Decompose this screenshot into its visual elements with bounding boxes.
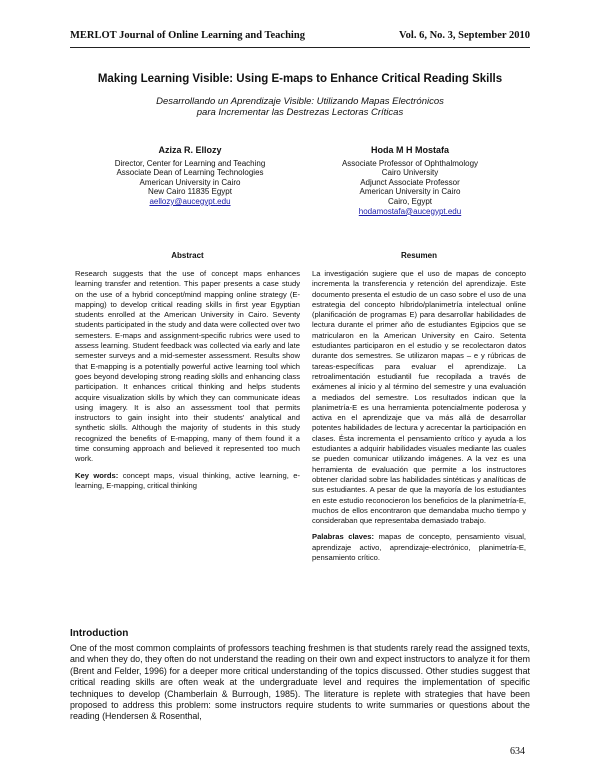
author-affiliation-line: Associate Dean of Learning Technologies xyxy=(116,168,264,178)
author-affiliation-line: Cairo, Egypt xyxy=(387,196,433,206)
author-affiliation-line: Director, Center for Learning and Teaching xyxy=(114,158,266,168)
keywords-label: Key words: xyxy=(75,470,119,480)
keywords-label: Palabras claves: xyxy=(312,532,374,542)
resumen-heading: Resumen xyxy=(400,251,437,260)
abstract-heading: Abstract xyxy=(171,251,204,260)
resumen-keywords xyxy=(312,532,526,563)
subtitle-line-1: Desarrollando un Aprendizaje Visible: Utilizando Mapas Electrónicos xyxy=(156,96,444,107)
author-email-link[interactable]: hodamostafa@aucegypt.edu xyxy=(358,206,462,216)
author-1 xyxy=(75,146,305,207)
author-name: Aziza R. Ellozy xyxy=(158,145,222,155)
author-affiliation-line: Cairo University xyxy=(381,168,439,178)
abstract-text: Research suggests that the use of concept maps enhances learning transfer and retention. This paper presents a case study on the use of a hybrid concept/mind mapping online strategy (E-mapping) to develop critical reading skills in first year Egyptian students enrolled at the American University in Cairo. Seventy students participated in the study and data were collected over two semesters. E-maps and assignment-specific rubrics were used to assess learning. Student feedback was collected via early and late semester surveys and a mid-semester assessment. Results show that E-mapping is a potentially powerful active learning tool which goes beyond developing strong reading skills and enhancing class participation. It enhances critical thinking and helps students acquire visualization skills by which they can communicate ideas using imagery. It is also an assessment tool that permits instructors to gain insight into their students' analytical and synthetic skills. Although the majority of students in this study recognized the benefits of E-mapping, many of them found it a time consuming approach and believed it represented too much work. xyxy=(75,269,300,464)
introduction-text: One of the most common complaints of professors teaching freshmen is that students rarely read the assigned texts, and when they do, they often do not understand the reading on their own and expect instructors to analyze it for them (Brent and Felder, 1996) for a deeper more critical understanding of the topics discussed. Other studies suggest that critical reading skills are often weak at the undergraduate level and requires the implementation of specific techniques to develop (Chamberlain & Burrough, 1985). The literature is replete with strategies that have been proposed to address this problem: some instructors require students to write summaries or questions about the reading (Hendersen & Rosenthal, xyxy=(70,643,530,722)
abstract-keywords xyxy=(75,471,300,492)
resumen-text: La investigación sugiere que el uso de mapas de concepto incrementa la transferencia y retención del aprendizaje. Este documento presenta el estudio de un caso sobre el uso de una estrategia del concepto híbrido/planimetría intelectual online (planificación de programas E) para desarrollar habilidades de lectura durante el primer año de estudiantes Egipcios que se matricularon en la American University en Cairo. Setenta estudiantes participaron en el estudio y se recolectaron datos durante dos semestres. Se utilizaron mapas – e y rúbricas de tareas-específicas para evaluar el aprendizaje. La retroalimentación estudiantil fue recopilada a través de exámenes al inicio y al término del semestre y una evaluación a mediados del semestre. Los resultados indican que la planimetría-E es una herramienta potencialmente poderosa y activa en el aprendizaje que va más allá de desarrollar potentes habilidades de lectura y acrecentar la participación en clases. Ésta incrementa el pensamiento crítico y ayuda a los estudiantes a adquirir habilidades visuales mediante las cuales se pueden comunicar utilizando imágenes. A la vez es una herramienta de evaluación que permite a los instructores obtener claridad sobre las habilidades sintéticas y analíticas de sus estudiantes. A pesar de que la mayoría de los estudiantes en este estudio reconocieron los beneficios de la planimetría-E, muchos de ellos encontraron que demandaba mucho tiempo y consideraban que representaba demasiado trabajo. xyxy=(312,269,526,526)
paper-title: Making Learning Visible: Using E-maps to Enhance Critical Reading Skills xyxy=(97,73,503,85)
paper-subtitle xyxy=(70,96,530,118)
author-affiliation-line: American University in Cairo xyxy=(359,187,461,197)
abstract-column xyxy=(75,269,300,491)
subtitle-line-2: para Incrementar las Destrezas Lectoras Críticas xyxy=(196,107,404,118)
keywords-list: mapas de concepto, pensamiento visual, aprendizaje activo, aprendizaje-electrónico, planimetría-E, pensamiento crítico. xyxy=(312,532,526,563)
keywords-list: concept maps, visual thinking, active learning, e-learning, E-mapping, critical thinking xyxy=(75,470,300,490)
author-name: Hoda M H Mostafa xyxy=(370,145,449,155)
journal-name: MERLOT Journal of Online Learning and Teaching xyxy=(70,30,305,41)
introduction-heading: Introduction xyxy=(70,628,129,639)
header-rule xyxy=(70,47,530,48)
author-affiliation-line: Adjunct Associate Professor xyxy=(360,177,460,187)
author-affiliation-line: Associate Professor of Ophthalmology xyxy=(341,158,479,168)
author-2 xyxy=(300,146,520,216)
resumen-column xyxy=(312,269,526,563)
issue-info: Vol. 6, No. 3, September 2010 xyxy=(399,30,530,41)
author-affiliation-line: American University in Cairo xyxy=(139,177,241,187)
running-header xyxy=(70,30,530,46)
author-email-link[interactable]: aellozy@aucegypt.edu xyxy=(149,196,231,206)
page-number: 634 xyxy=(510,746,525,757)
author-affiliation-line: New Cairo 11835 Egypt xyxy=(148,187,232,197)
